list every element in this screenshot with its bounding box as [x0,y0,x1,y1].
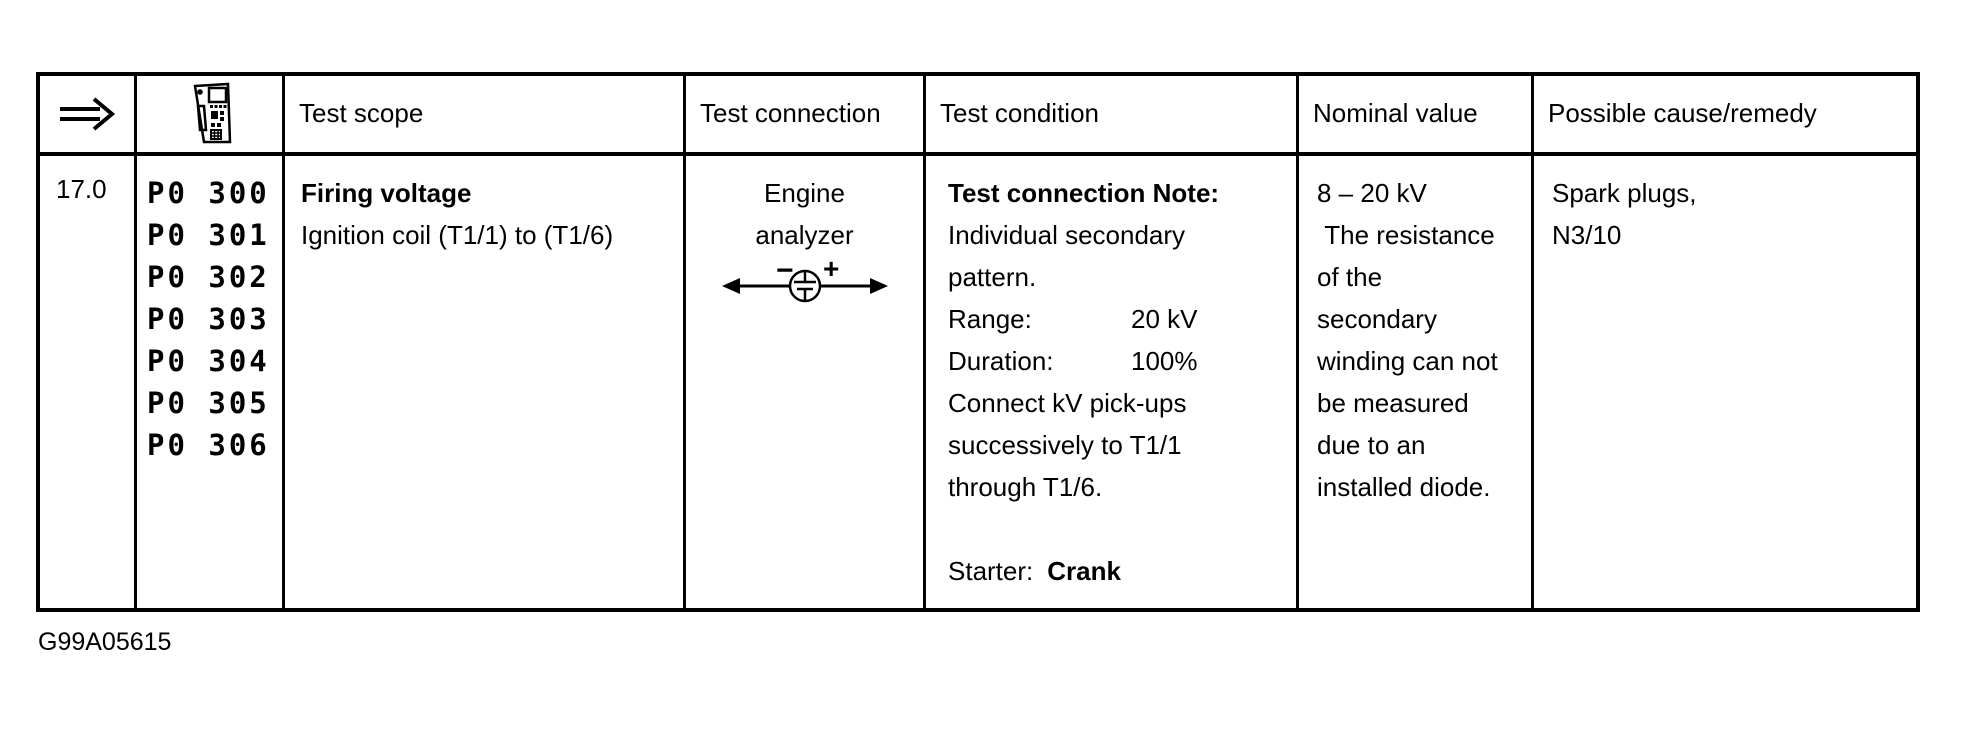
nominal-line: due to an [1317,430,1426,460]
dtc-code: P0 303 [147,302,270,336]
nominal-line: The resistance [1317,220,1495,250]
test-scope-title: Firing voltage [301,178,472,208]
dtc-code: P0 304 [147,344,270,378]
condition-line: Individual secondary [948,220,1186,250]
condition-starter-line [948,550,1296,592]
possible-cause-cell [1534,156,1916,608]
minus-sign: − [775,258,794,287]
header-nominal-value [1299,76,1534,156]
battery-probe-symbol-icon [686,258,923,304]
header-test-scope [285,76,686,156]
dtc-code: P0 306 [147,428,270,462]
double-arrow-right-icon [58,96,116,132]
nominal-line: installed diode. [1317,472,1491,502]
duration-value: 100% [1131,346,1198,376]
condition-range-line [948,298,1296,340]
range-value: 20 kV [1131,304,1198,334]
condition-line: successively to T1/1 [948,430,1182,460]
header-label: Test condition [940,98,1099,128]
condition-note-title: Test connection Note: [948,178,1220,208]
nominal-value-cell [1299,156,1534,608]
condition-line: through T1/6. [948,472,1103,502]
starter-value: Crank [1047,556,1121,586]
step-number-cell [40,156,137,608]
dtc-code: P0 305 [147,386,270,420]
range-label: Range: [948,304,1032,334]
condition-duration-line [948,340,1296,382]
nominal-line: secondary [1317,304,1437,334]
header-tester-column [137,76,285,156]
cause-line: N3/10 [1552,220,1622,250]
test-condition-cell [926,156,1299,608]
battery-probe-symbol-svg [720,258,890,304]
duration-label: Duration: [948,346,1054,376]
starter-label: Starter: [948,556,1034,586]
dtc-code: P0 300 [147,176,270,210]
test-scope-detail: Ignition coil (T1/1) to (T1/6) [301,220,614,250]
diagnostic-tester-icon [187,82,233,144]
step-number: 17.0 [56,174,107,204]
header-label: Test scope [299,98,424,128]
header-step-column [40,76,137,156]
header-test-condition [926,76,1299,156]
dtc-code: P0 302 [147,260,270,294]
nominal-line: of the [1317,262,1383,292]
header-label: Possible cause/remedy [1548,98,1817,128]
diagnostic-test-table [36,72,1920,612]
header-possible-cause [1534,76,1916,156]
header-label: Nominal value [1313,98,1478,128]
nominal-line: 8 – 20 kV [1317,178,1427,208]
dtc-code: P0 301 [147,218,270,252]
plus-sign: + [822,258,839,284]
figure-reference-code: G99A05615 [38,628,172,656]
connection-line: Engine [764,178,845,208]
spacer [948,508,1296,550]
dtc-codes-cell [137,156,285,608]
test-connection-cell [686,156,926,608]
nominal-line: winding can not [1317,346,1498,376]
nominal-line: be measured [1317,388,1469,418]
header-test-connection [686,76,926,156]
condition-line: Connect kV pick-ups [948,388,1187,418]
connection-line: analyzer [755,220,854,250]
cause-line: Spark plugs, [1552,178,1697,208]
test-scope-cell [285,156,686,608]
header-label: Test connection [700,98,881,128]
condition-line: pattern. [948,262,1037,292]
